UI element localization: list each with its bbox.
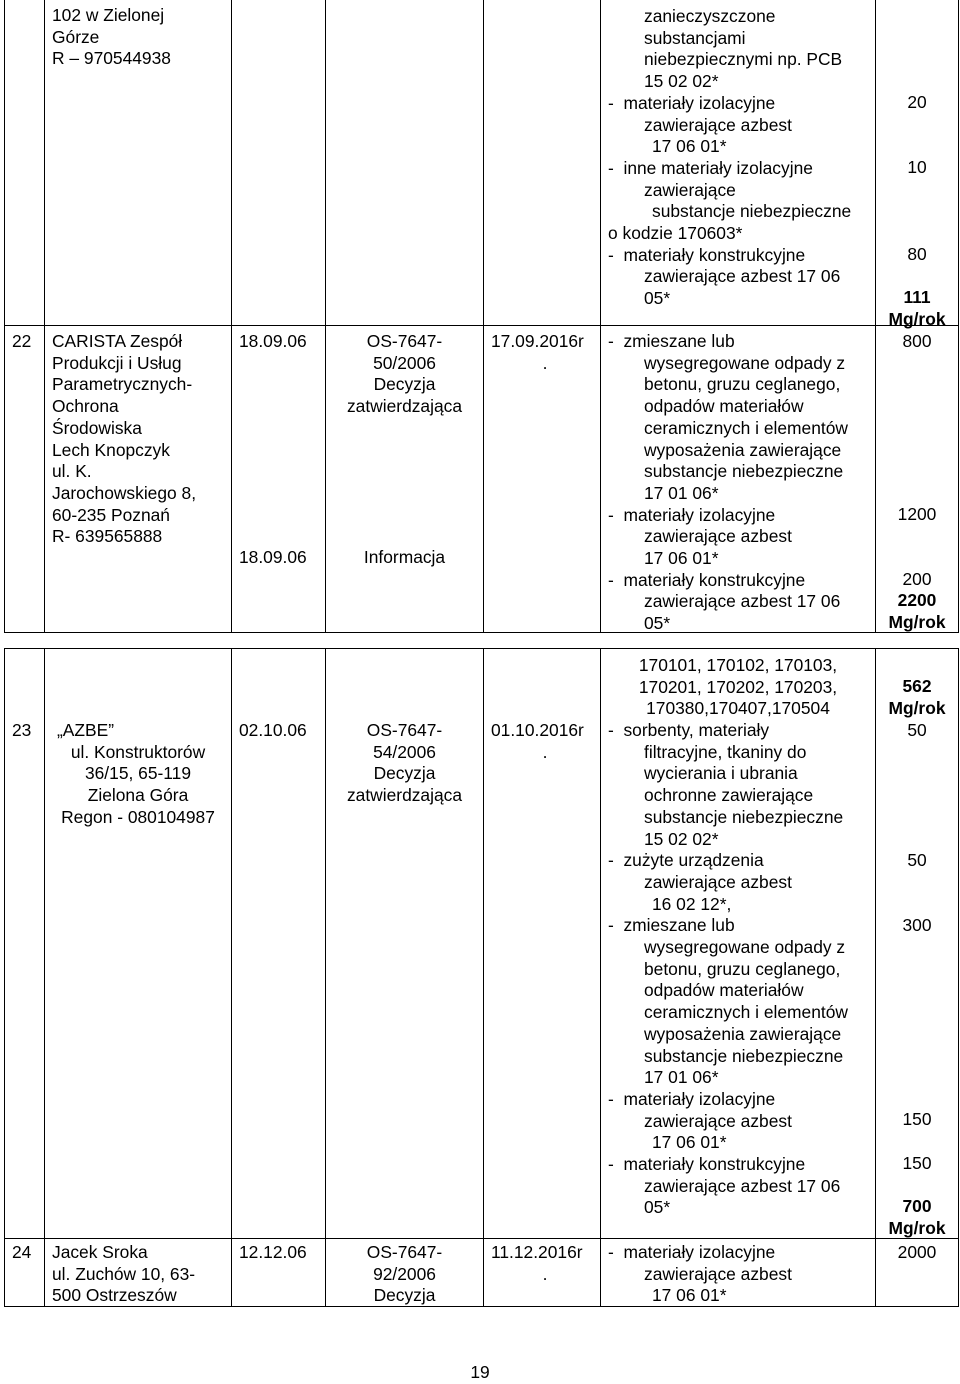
amount-value: 150 [902,1109,932,1129]
waste-line: filtracyjne, tkaniny do [644,741,807,762]
waste-code: 17 06 01* [652,1132,727,1153]
waste-line: wysegregowane odpady z [644,937,846,958]
row22-valid-until [491,331,599,374]
row21-company-address [52,5,171,70]
row23-waste-codes [601,655,875,720]
amount-unit: Mg/rok [888,612,946,632]
row24-decision [326,1242,483,1307]
waste-code: 15 02 02* [644,828,719,849]
row22-waste-description [608,331,870,635]
row24-amount: 2000 [897,1242,937,1262]
company-line: Lech Knopczyk [52,439,170,460]
waste-line: substancje niebezpieczne [644,806,844,827]
table2-border-left [4,648,5,1307]
waste-line: substancje niebezpieczne [644,1045,844,1066]
valid-date: 01.10.2016r [491,720,584,740]
decision-line: Decyzja [373,374,436,395]
waste-code: 17 06 01* [644,548,719,569]
decision-line: 50/2006 [373,352,436,373]
column-divider-no [44,0,45,633]
waste-line: zawierające azbest [644,526,792,547]
row22-information: Informacja [363,547,446,567]
company-line: ul. Zuchów 10, 63- [52,1263,196,1284]
amount-value: 200 [902,569,932,589]
waste-line: betonu, gruzu ceglanego, [644,958,841,979]
table-border-top-2 [4,648,959,649]
decision-line: 92/2006 [373,1263,436,1284]
company-line: Ochrona [52,396,119,417]
amount-value: 50 [907,850,927,870]
waste-code: 17 01 06* [644,482,719,503]
row22-date-decision: 18.09.06 [239,331,307,351]
row22-number: 22 [12,331,32,351]
amount-value: 300 [902,915,932,935]
waste-code: 05* [644,288,671,309]
waste-line: substancje niebezpieczne [652,201,852,222]
amount-unit: Mg/rok [888,1218,946,1238]
waste-line: odpadów materiałów [644,396,804,417]
amount-value: 80 [907,244,927,264]
row21-address-line: 102 w Zielonej [52,5,165,25]
amount-value: 800 [902,331,932,351]
company-line: Parametrycznych- [52,374,193,395]
amount-unit: Mg/rok [888,698,946,718]
company-line: 36/15, 65-119 [84,763,192,784]
waste-line: ochronne zawierające [644,785,814,806]
amount-value: 20 [907,92,927,112]
row22-date-information: 18.09.06 [239,547,307,567]
company-line: Zielona Góra [87,785,189,806]
amount-value: 50 [907,720,927,740]
waste-line: zanieczyszczone [644,6,776,26]
table2-column-divider-decision [483,648,484,1307]
company-line: R- 639565888 [52,526,163,547]
row-divider-21-22 [4,325,959,326]
row23-valid-until [491,720,599,763]
decision-line: zatwierdzająca [346,785,463,806]
row22-company [52,331,228,548]
waste-line: zawierające azbest [644,1110,792,1131]
company-line: 60-235 Poznań [52,504,170,525]
valid-date-dot: . [542,1263,548,1284]
valid-date: 11.12.2016r [491,1242,583,1262]
waste-item: - zmieszane lub [608,915,735,936]
table2-column-divider-company [231,648,232,1307]
waste-code: 16 02 12*, [652,893,732,914]
company-line: „AZBE” [57,720,115,740]
row24-valid-until [491,1242,599,1285]
table2-border-right [958,648,959,1307]
decision-line: OS-7647- [366,720,443,740]
waste-line: ceramicznych i elementów [644,417,848,438]
waste-line: zawierające azbest 17 06 [644,591,841,612]
valid-date-dot: . [542,741,548,762]
column-divider-date [325,0,326,633]
table2-column-divider-valid [600,648,601,1307]
waste-item: - materiały konstrukcyjne [608,244,806,265]
row-divider-23-24 [4,1238,959,1239]
company-line: Jarochowskiego 8, [52,482,197,503]
waste-code: 17 06 01* [652,136,727,157]
company-line: Jacek Sroka [52,1242,148,1262]
waste-item: - materiały izolacyjne [608,1088,776,1109]
waste-line: wysegregowane odpady z [644,352,846,373]
row23-company [45,720,231,829]
amount-total: 2200 [897,590,937,610]
waste-line: ceramicznych i elementów [644,1002,848,1023]
amount-total: 700 [902,1196,932,1216]
row23-date: 02.10.06 [239,720,307,740]
table-border-left [4,0,5,633]
waste-code: 17 01 06* [644,1067,719,1088]
waste-line: substancje niebezpieczne [644,461,844,482]
waste-line: zawierające azbest 17 06 [644,1175,841,1196]
company-line: Regon - 080104987 [61,806,215,827]
waste-item: - materiały konstrukcyjne [608,1154,806,1175]
waste-line: zawierające [644,179,736,200]
waste-code: 05* [644,613,671,634]
company-line: CARISTA Zespół [52,331,183,351]
waste-item: - materiały konstrukcyjne [608,569,806,590]
waste-line: zawierające azbest [644,114,792,135]
column-divider-decision [483,0,484,633]
decision-line: OS-7647- [366,1242,443,1262]
row21-address-line: Górze [52,26,100,47]
waste-line: odpadów materiałów [644,980,804,1001]
row24-date: 12.12.06 [239,1242,307,1262]
amount-unit: Mg/rok [888,309,946,329]
company-line: Środowiska [52,417,142,438]
decision-line: OS-7647- [366,331,443,351]
decision-line: Decyzja [373,763,436,784]
waste-line: wyposażenia zawierające [644,1023,842,1044]
amount-total: 111 [903,287,931,307]
waste-code: 17 06 01* [652,1285,727,1306]
waste-line: o kodzie 170603* [608,223,743,244]
waste-codes-line: 170101, 170102, 170103, [638,655,838,675]
waste-item: - inne materiały izolacyjne [608,157,813,178]
waste-item: - materiały izolacyjne [608,92,776,113]
company-line: 500 Ostrzeszów [52,1285,177,1306]
row22-decision [326,331,483,418]
waste-codes-line: 170380,170407,170504 [646,698,830,719]
amount-value: 1200 [897,504,937,524]
amount-total: 562 [902,676,932,696]
row23-waste-description [608,720,870,1219]
valid-date: 17.09.2016r [491,331,584,351]
column-divider-valid [600,0,601,633]
waste-line: substancjami [644,27,746,48]
valid-date-dot: . [542,352,548,373]
waste-code: 05* [644,1197,671,1218]
row24-waste-description [608,1242,870,1307]
row21-waste-description [608,6,870,310]
decision-line: Decyzja [373,1285,436,1306]
waste-item: - materiały izolacyjne [608,1242,776,1262]
row23-decision [326,720,483,807]
waste-line: betonu, gruzu ceglanego, [644,374,841,395]
waste-item: - zmieszane lub [608,331,735,351]
company-line: ul. Konstruktorów [70,741,206,762]
row23-number: 23 [12,720,32,740]
amount-value: 10 [907,157,927,177]
waste-line: zawierające azbest [644,871,792,892]
waste-code: 15 02 02* [644,71,719,92]
company-line: Produkcji i Usług [52,352,182,373]
waste-item: - sorbenty, materiały [608,720,770,740]
waste-line: zawierające azbest 17 06 [644,266,841,287]
waste-line: zawierające azbest [644,1263,792,1284]
row24-company [52,1242,228,1307]
waste-codes-line: 170201, 170202, 170203, [638,676,838,697]
row21-address-line: R – 970544938 [52,48,171,69]
table-border-right [958,0,959,633]
column-divider-company [231,0,232,633]
page-number: 19 [470,1362,490,1382]
decision-line: zatwierdzająca [346,396,463,417]
waste-line: wycierania i ubrania [644,763,798,784]
decision-line: 54/2006 [373,741,436,762]
waste-item: - materiały izolacyjne [608,504,776,525]
waste-item: - zużyte urządzenia [608,850,764,871]
waste-line: wyposażenia zawierające [644,439,842,460]
row24-number: 24 [12,1242,32,1262]
amount-value: 150 [902,1153,932,1173]
company-line: ul. K. [52,461,92,482]
waste-line: niebezpiecznymi np. PCB [644,49,843,70]
